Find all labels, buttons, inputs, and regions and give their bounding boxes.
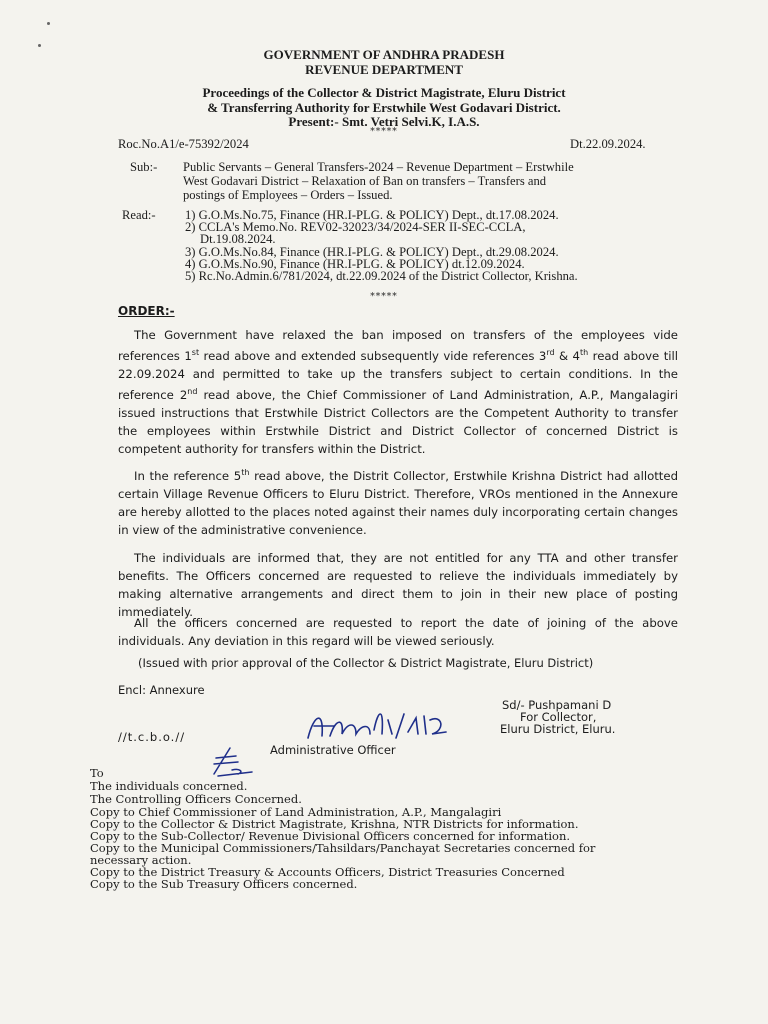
for-collector: For Collector, xyxy=(520,710,597,724)
true-copy-note: //t.c.b.o.// xyxy=(118,730,186,744)
order-heading: ORDER:- xyxy=(118,304,175,318)
read-stars: ***** xyxy=(370,292,398,302)
officer-signature xyxy=(300,700,460,750)
distribution-line: Copy to the District Treasury & Accounts Officers, District Treasuries Concerned xyxy=(90,865,565,879)
distribution-line: necessary action. xyxy=(90,853,192,867)
proceedings-line-1: Proceedings of the Collector & District Magistrate, Eluru District xyxy=(202,85,566,100)
subject-label: Sub:- xyxy=(130,160,158,174)
order-paragraph-1: The Government have relaxed the ban imposed on transfers of the employees vide references 1st read above and extended subsequently vide references 3rd & 4th read above till 22.09.2024 and permitted to take up the transfers subject to certain conditions. In the reference 2nd read above, the Chief Commissioner of Land Administration, A.P., Mangalagiri issued instructions that Erstwhile District Collectors are the Competent Authority to transfer the employees within Erstwhile District and District Collector of concerned District is competent authority for transfers within the District. xyxy=(118,328,679,456)
order-paragraph-4: All the officers concerned are requested to report the date of joining of the above individuals. Any deviation in this regard will be viewed seriously. xyxy=(118,616,678,648)
read-item: 2) CCLA's Memo.No. REV02-32023/34/2024-SER II-SEC-CCLA, xyxy=(185,220,526,234)
distribution-line: Copy to Chief Commissioner of Land Administration, A.P., Mangalagiri xyxy=(90,805,502,819)
approval-note: (Issued with prior approval of the Collector & District Magistrate, Eluru District) xyxy=(138,656,594,670)
distribution-line: The individuals concerned. xyxy=(90,779,248,793)
initials-mark xyxy=(208,744,258,780)
gov-title: GOVERNMENT OF ANDHRA PRADESH xyxy=(263,47,505,62)
read-item: 4) G.O.Ms.No.90, Finance (HR.I-PLG. & POLICY) dt.12.09.2024. xyxy=(185,257,525,271)
reference-number: Roc.No.A1/e-75392/2024 xyxy=(118,137,249,151)
order-paragraph-3: The individuals are informed that, they are not entitled for any TTA and other transfer benefits. The Officers concerned are requested to relieve the individuals immediately by making alternative arrangements and direct them to join in their new place of posting immediately. xyxy=(118,551,678,619)
read-label: Read:- xyxy=(122,208,156,222)
distribution-line: Copy to the Collector & District Magistrate, Krishna, NTR Districts for information. xyxy=(90,817,579,831)
read-item: 5) Rc.No.Admin.6/781/2024, dt.22.09.2024 of the District Collector, Krishna. xyxy=(185,269,578,283)
enclosure-note: Encl: Annexure xyxy=(118,683,205,697)
distribution-line: Copy to the Sub-Collector/ Revenue Divisional Officers concerned for information. xyxy=(90,829,571,843)
read-item: 3) G.O.Ms.No.84, Finance (HR.I-PLG. & POLICY) Dept., dt.29.08.2024. xyxy=(185,245,559,259)
subject-line: West Godavari District – Relaxation of Ban on transfers – Transfers and xyxy=(183,174,547,188)
scan-speck xyxy=(47,22,50,25)
read-item: 1) G.O.Ms.No.75, Finance (HR.I-PLG. & POLICY) Dept., dt.17.08.2024. xyxy=(185,208,559,222)
dept-title: REVENUE DEPARTMENT xyxy=(305,62,463,77)
order-paragraph-2: In the reference 5th read above, the Distrit Collector, Erstwhile Krishna District had allotted certain Village Revenue Officers to Eluru District. Therefore, VROs mentioned in the Annexure are hereby allotted to the places noted against their names duly incorporating certain changes in view of the administrative convenience. xyxy=(118,468,678,537)
distribution-line: Copy to the Sub Treasury Officers concerned. xyxy=(90,877,358,891)
collector-place: Eluru District, Eluru. xyxy=(500,722,616,736)
present-line: Present:- Smt. Vetri Selvi.K, I.A.S. xyxy=(288,114,480,129)
admin-officer-title: Administrative Officer xyxy=(270,743,396,757)
read-item: Dt.19.08.2024. xyxy=(200,232,276,246)
proceedings-line-2: & Transferring Authority for Erstwhile West Godavari District. xyxy=(207,100,561,115)
subject-line: postings of Employees – Orders – Issued. xyxy=(183,188,393,202)
document-date: Dt.22.09.2024. xyxy=(570,137,646,151)
header-stars: ***** xyxy=(370,127,398,137)
subject-line: Public Servants – General Transfers-2024 – Revenue Department – Erstwhile xyxy=(183,160,574,174)
distribution-line: The Controlling Officers Concerned. xyxy=(90,792,302,806)
signed-by: Sd/- Pushpamani D xyxy=(502,698,612,712)
distribution-line: Copy to the Municipal Commissioners/Tahsildars/Panchayat Secretaries concerned for xyxy=(90,841,596,855)
to-label: To xyxy=(90,766,104,780)
